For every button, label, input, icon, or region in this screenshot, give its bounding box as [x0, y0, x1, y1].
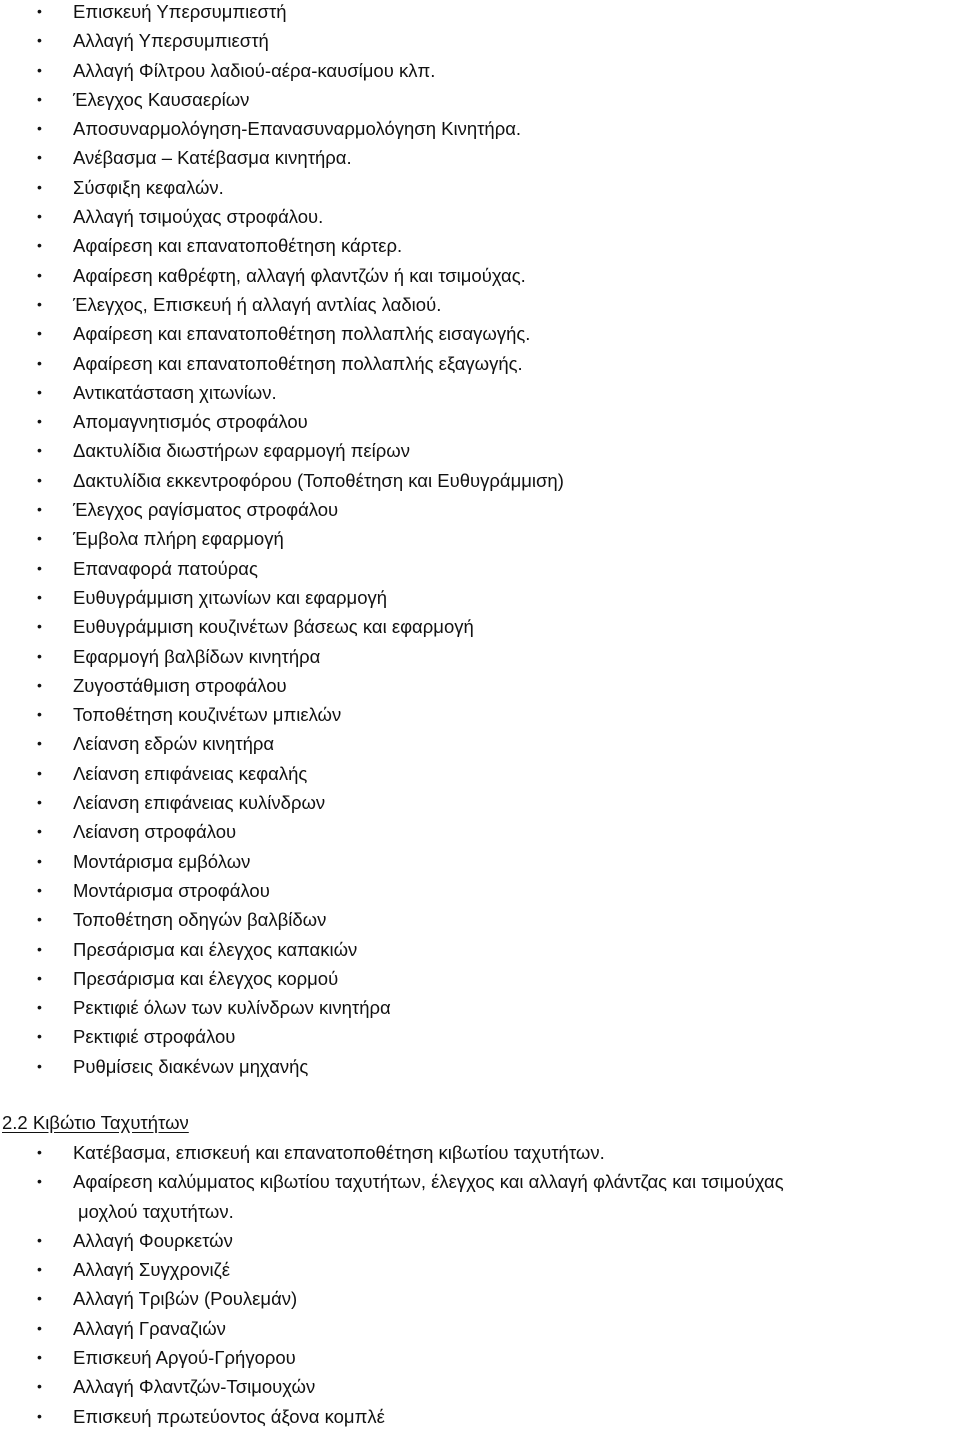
list-item-text: Μοντάρισμα στροφάλου: [73, 879, 270, 901]
list-item: [0, 847, 564, 876]
bullet-icon: •: [37, 911, 42, 928]
bullet-icon: •: [37, 1028, 42, 1045]
list-item: [0, 85, 564, 114]
list-item: [0, 876, 564, 905]
list-item: [0, 349, 564, 378]
bullet-icon: •: [37, 413, 42, 430]
list-item: [0, 1284, 784, 1313]
bullet-icon: •: [37, 149, 42, 166]
bullet-icon: •: [37, 706, 42, 723]
bullet-icon: •: [37, 178, 42, 195]
list-item-text: Κατέβασμα, επισκευή και επανατοποθέτηση κιβωτίου ταχυτήτων.: [73, 1142, 605, 1163]
list-item-text: Αλλαγή Γραναζιών: [73, 1317, 226, 1339]
list-item: [0, 407, 564, 436]
list-item: [0, 319, 564, 348]
list-item-text: Έλεγχος ραγίσματος στροφάλου: [73, 499, 339, 521]
bullet-icon: •: [37, 1144, 42, 1160]
bullet-icon: •: [37, 354, 42, 371]
bullet-icon: •: [37, 90, 42, 107]
gearbox-services-list: [0, 1138, 784, 1431]
list-item: [0, 1343, 784, 1372]
list-item: [0, 1226, 784, 1255]
list-item: [0, 173, 564, 202]
list-item-text: Ρεκτιφιέ όλων των κυλίνδρων κινητήρα: [73, 997, 391, 1019]
list-item: [0, 261, 564, 290]
list-item: [0, 436, 564, 465]
list-item-text: Αφαίρεση και επανατοποθέτηση κάρτερ.: [73, 235, 403, 257]
list-item-text: Τοποθέτηση κουζινέτων μπιελών: [73, 704, 342, 726]
list-item: [0, 290, 564, 319]
bullet-icon: •: [37, 61, 42, 78]
bullet-icon: •: [37, 3, 42, 19]
bullet-icon: •: [37, 1231, 42, 1248]
list-item-text: Αντικατάσταση χιτωνίων.: [73, 381, 277, 403]
bullet-icon: •: [37, 295, 42, 312]
list-item-text: Λείανση στροφάλου: [73, 821, 237, 843]
list-item-text: Ρεκτιφιέ στροφάλου: [73, 1026, 236, 1048]
list-item: [0, 729, 564, 758]
list-item: [0, 466, 564, 495]
list-item-text: Λείανση επιφάνειας κυλίνδρων: [73, 792, 326, 814]
list-item: [0, 964, 564, 993]
list-item-text: Επισκευή Αργού-Γρήγορου: [73, 1347, 296, 1369]
list-item-text: Αποσυναρμολόγηση-Επανασυναρμολόγηση Κινητήρα.: [73, 118, 522, 140]
section-heading: 2.2 Κιβώτιο Ταχυτήτων: [2, 1112, 189, 1133]
list-item: [0, 114, 564, 143]
list-item-text: Επισκευή πρωτεύοντος άξονα κομπλέ: [73, 1405, 385, 1427]
list-item-text: Αφαίρεση καλύμματος κιβωτίου ταχυτήτων, έλεγχος και αλλαγή φλάντζας και τσιμούχας: [73, 1171, 784, 1193]
list-item-text: Ανέβασμα – Κατέβασμα κινητήρα.: [73, 147, 352, 169]
bullet-icon: •: [37, 1407, 42, 1424]
bullet-icon: •: [37, 442, 42, 459]
bullet-icon: •: [37, 735, 42, 752]
list-item: [0, 612, 564, 641]
list-item-text: Εφαρμογή βαλβίδων κινητήρα: [73, 645, 321, 667]
list-item: [0, 524, 564, 553]
bullet-icon: •: [37, 618, 42, 635]
list-item: [0, 378, 564, 407]
list-item-text: Αφαίρεση καθρέφτη, αλλαγή φλαντζών ή και τσιμούχας.: [73, 264, 526, 286]
list-item-text: Λείανση επιφάνειας κεφαλής: [73, 762, 308, 784]
bullet-icon: •: [37, 1057, 42, 1074]
list-item-text: Τοποθέτηση οδηγών βαλβίδων: [73, 909, 327, 931]
bullet-icon: •: [37, 383, 42, 400]
bullet-icon: •: [37, 120, 42, 137]
list-item-text: Αλλαγή τσιμούχας στροφάλου.: [73, 206, 324, 228]
bullet-icon: •: [37, 208, 42, 225]
bullet-icon: •: [37, 1290, 42, 1307]
bullet-icon: •: [37, 1261, 42, 1278]
bullet-icon: •: [37, 852, 42, 869]
list-item-text: Αλλαγή Φουρκετών: [73, 1229, 233, 1251]
list-item-text: Ρυθμίσεις διακένων μηχανής: [73, 1055, 309, 1077]
list-item-text: Λείανση εδρών κινητήρα: [73, 733, 275, 755]
list-item-text: Αλλαγή Συγχρονιζέ: [73, 1259, 231, 1281]
list-item: [0, 759, 564, 788]
list-item: [0, 1255, 784, 1284]
list-item-text: Αφαίρεση και επανατοποθέτηση πολλαπλής εξαγωγής.: [73, 352, 523, 374]
list-item-text: Αλλαγή Φλαντζών-Τσιμουχών: [73, 1376, 316, 1398]
list-item-text: Αλλαγή Υπερσυμπιεστή: [73, 30, 269, 52]
bullet-icon: •: [37, 266, 42, 283]
list-item: [0, 0, 564, 26]
list-item-text: Ευθυγράμμιση κουζινέτων βάσεως και εφαρμογή: [73, 616, 474, 638]
list-item-text: Πρεσάρισμα και έλεγχος καπακιών: [73, 938, 358, 960]
list-item: [0, 1314, 784, 1343]
list-item-text: Απομαγνητισμός στροφάλου: [73, 411, 308, 433]
list-item-text: Ευθυγράμμιση χιτωνίων και εφαρμογή: [73, 586, 388, 608]
list-item: [0, 583, 564, 612]
list-item: [0, 700, 564, 729]
list-item: [0, 642, 564, 671]
bullet-icon: •: [37, 325, 42, 342]
list-item: [0, 1402, 784, 1431]
bullet-icon: •: [37, 530, 42, 547]
bullet-icon: •: [37, 1173, 42, 1190]
list-item-text: Αφαίρεση και επανατοποθέτηση πολλαπλής εισαγωγής.: [73, 323, 531, 345]
list-item: [0, 1372, 784, 1401]
engine-services-list: [0, 0, 564, 1081]
bullet-icon: •: [37, 676, 42, 693]
list-item-text: Μοντάρισμα εμβόλων: [73, 850, 251, 872]
list-item: [0, 671, 564, 700]
bullet-icon: •: [37, 969, 42, 986]
list-item: [0, 1138, 784, 1167]
bullet-icon: •: [37, 940, 42, 957]
list-item: [0, 202, 564, 231]
bullet-icon: •: [37, 588, 42, 605]
list-item-text: Επισκευή Υπερσυμπιεστή: [73, 1, 287, 22]
bullet-icon: •: [37, 647, 42, 664]
bullet-icon: •: [37, 237, 42, 254]
bullet-icon: •: [37, 823, 42, 840]
list-item-text: Έλεγχος Καυσαερίων: [73, 88, 250, 110]
list-item: [0, 993, 564, 1022]
list-item-text: μοχλού ταχυτήτων.: [78, 1200, 234, 1222]
list-item-text: Επαναφορά πατούρας: [73, 557, 258, 579]
list-item-text: Έλεγχος, Επισκευή ή αλλαγή αντλίας λαδιού.: [73, 293, 442, 315]
list-item-text: Ζυγοστάθμιση στροφάλου: [73, 674, 287, 696]
bullet-icon: •: [37, 559, 42, 576]
bullet-icon: •: [37, 32, 42, 49]
bullet-icon: •: [37, 1349, 42, 1366]
list-item: [0, 1022, 564, 1051]
list-item: [0, 26, 564, 55]
list-item: [0, 56, 564, 85]
list-item: [0, 935, 564, 964]
bullet-icon: •: [37, 1378, 42, 1395]
bullet-icon: •: [37, 471, 42, 488]
bullet-icon: •: [37, 1319, 42, 1336]
list-item-text: Αλλαγή Τριβών (Ρουλεμάν): [73, 1288, 298, 1310]
list-item: [0, 1052, 564, 1081]
list-item: [0, 495, 564, 524]
list-item-text: Δακτυλίδια διωστήρων εφαρμογή πείρων: [73, 440, 410, 462]
list-item: [0, 231, 564, 260]
bullet-icon: •: [37, 999, 42, 1016]
list-item: [0, 817, 564, 846]
list-item: [0, 143, 564, 172]
list-item-text: Πρεσάρισμα και έλεγχος κορμού: [73, 967, 339, 989]
list-item-text: Έμβολα πλήρη εφαρμογή: [73, 528, 284, 550]
list-item: [0, 905, 564, 934]
list-item-continuation: [0, 1197, 784, 1226]
list-item-text: Σύσφιξη κεφαλών.: [73, 176, 224, 198]
list-item: [0, 554, 564, 583]
bullet-icon: •: [37, 881, 42, 898]
bullet-icon: •: [37, 794, 42, 811]
list-item-text: Δακτυλίδια εκκεντροφόρου (Τοποθέτηση και Ευθυγράμμιση): [73, 469, 564, 491]
bullet-icon: •: [37, 501, 42, 518]
list-item: [0, 788, 564, 817]
bullet-icon: •: [37, 764, 42, 781]
list-item-text: Αλλαγή Φίλτρου λαδιού-αέρα-καυσίμου κλπ.: [73, 59, 436, 81]
list-item: [0, 1167, 784, 1196]
